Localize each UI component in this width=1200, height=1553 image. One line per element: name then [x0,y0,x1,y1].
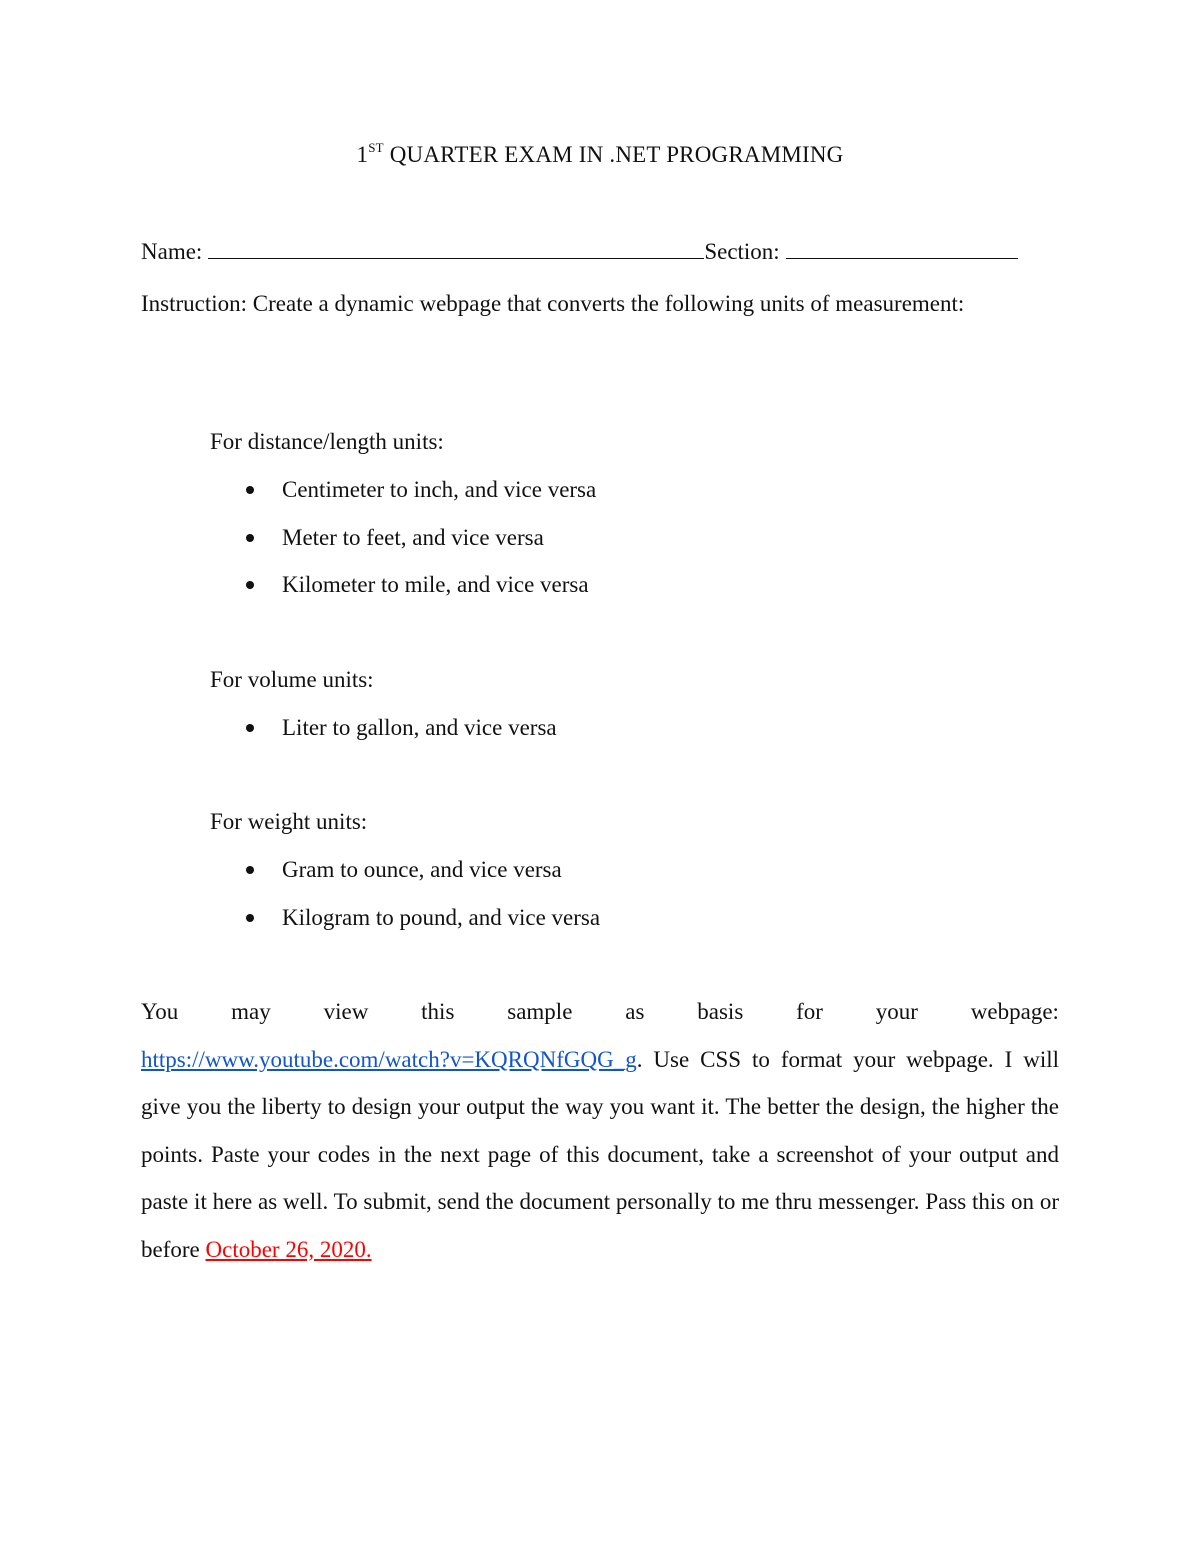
bullet-icon [246,581,254,589]
list-item-text: Gram to ounce, and vice versa [282,857,562,882]
bullet-icon [246,486,254,494]
name-blank-field [208,236,704,259]
paragraph-word: as [625,999,645,1024]
volume-units-group [210,656,557,752]
name-label: Name: [141,239,203,264]
paragraph-word: view [323,999,369,1024]
submission-paragraph [141,988,1059,1273]
group-heading: For weight units: [210,809,368,834]
paragraph-word: You [141,999,179,1024]
bullet-list [210,846,600,941]
list-item-text: Meter to feet, and vice versa [282,524,544,550]
list-item [210,704,557,752]
paragraph-word: this [421,999,455,1024]
list-item [210,466,596,514]
list-item [210,894,600,942]
list-item-text: Centimeter to inch, and vice versa [282,477,597,502]
list-item-text: Kilogram to pound, and vice versa [282,904,601,930]
paragraph-word: may [231,999,271,1024]
paragraph-word: webpage: [970,999,1059,1024]
paragraph-word: for [796,999,823,1024]
group-heading: For volume units: [210,667,374,692]
instruction-text: Instruction: Create a dynamic webpage that converts the following units of measurement: [141,291,965,316]
deadline-date: October 26, 2020. [205,1236,372,1262]
list-item [210,561,596,609]
bullet-icon [246,866,254,874]
bullet-icon [246,914,254,922]
section-blank-field [786,236,1018,259]
title-prefix: 1 [356,142,369,167]
list-item [210,846,600,894]
paragraph-body [141,1036,1059,1274]
bullet-list [210,466,596,609]
list-item-text: Liter to gallon, and vice versa [282,715,557,740]
list-item [210,514,596,562]
page-title [0,142,1200,168]
paragraph-first-line [141,988,1059,1036]
section-label: Section: [704,239,780,264]
list-item-text: Kilometer to mile, and vice versa [282,572,589,597]
name-section-line [141,236,1061,265]
paragraph-word: sample [507,999,573,1024]
group-heading: For distance/length units: [210,429,444,454]
title-rest: QUARTER EXAM IN .NET PROGRAMMING [383,142,844,167]
weight-units-group [210,798,600,941]
bullet-icon [246,724,254,732]
title-superscript: ST [368,140,384,155]
paragraph-word: basis [697,999,744,1024]
bullet-icon [246,534,254,542]
paragraph-text: . Use CSS to format your webpage. I will give you the liberty to design your output the way you want it. The better the design, the higher the points. Paste your codes in the next page of this document, take a screenshot of your output and paste it here as well. To submit, send the document personally to me thru messenger. Pass this on or before [141,1046,1059,1262]
distance-units-group [210,418,596,609]
bullet-list [210,704,557,752]
paragraph-word: your [875,999,918,1024]
youtube-link[interactable]: https://www.youtube.com/watch?v=KQRQNfGQG_g [141,1046,637,1072]
